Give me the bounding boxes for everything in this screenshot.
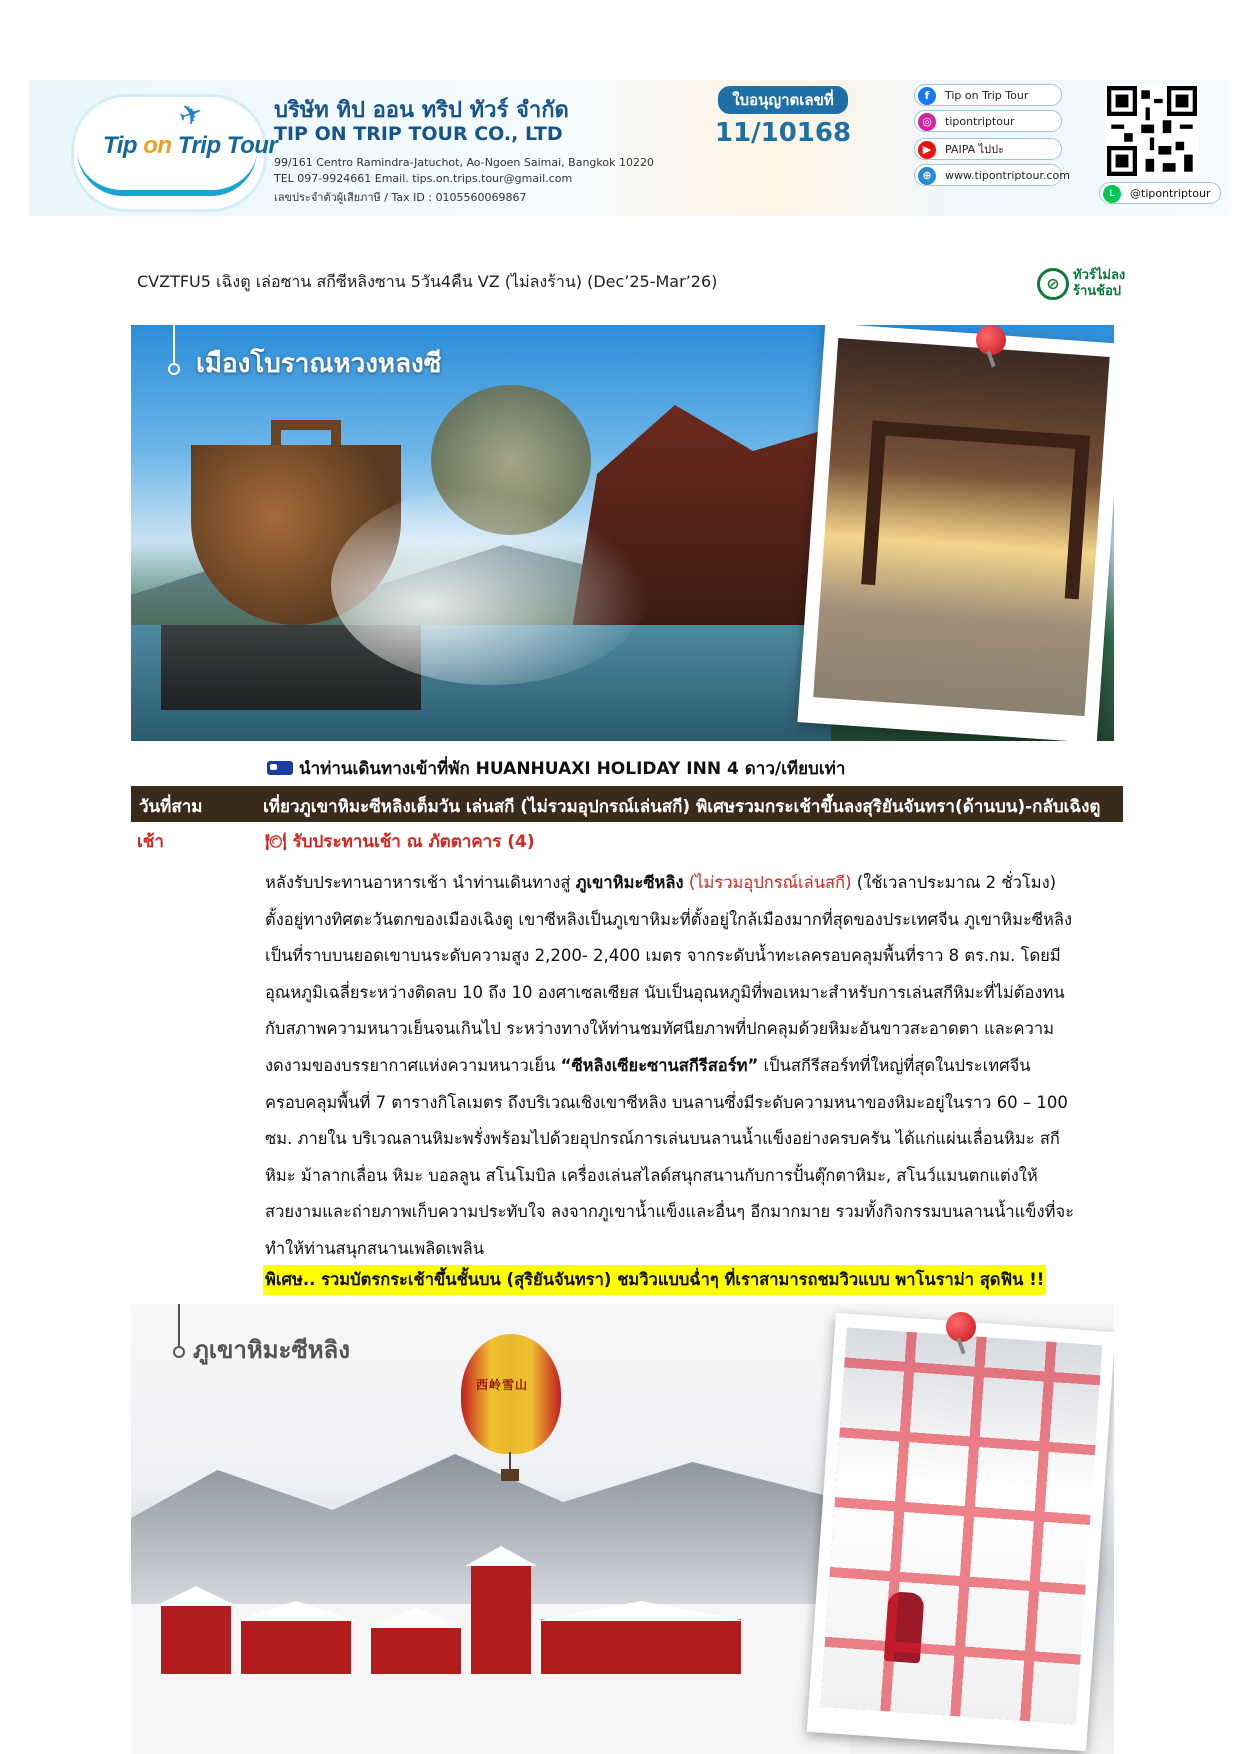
push-pin-icon bbox=[946, 1312, 976, 1342]
photo-house bbox=[371, 1626, 461, 1674]
youtube-icon: ▶ bbox=[918, 141, 936, 159]
day-title: เที่ยวภูเขาหิมะซีหลิงเต็มวัน เล่นสกี (ไม่รวมอุปกรณ์เล่นสกี) พิเศษรวมกระเช้าขึ้นลงสุริยันจันทรา(ด้านบน)-กลับเฉิงตู bbox=[263, 797, 1101, 817]
photo-red-net bbox=[820, 1328, 1102, 1725]
no-shopping-badge bbox=[1037, 266, 1147, 306]
body-line: ครอบคลุมพื้นที่ 7 ตารางกิโลเมตร ถึงบริเวณเชิงเขาซีหลิง บนลานซึ่งมีระดับความหนาของหิมะอยู่ในราว 60 – 100 bbox=[265, 1092, 1068, 1112]
company-banner bbox=[29, 80, 1229, 216]
plane-icon: ✈ bbox=[174, 94, 208, 135]
body-line: ทำให้ท่านสนุกสนานเพลิดเพลิน bbox=[265, 1238, 484, 1258]
hotel-text: นำท่านเดินทางเข้าที่พัก HUANHUAXI HOLIDAY INN 4 ดาว/เทียบเท่า bbox=[299, 759, 846, 779]
facebook-icon: f bbox=[918, 87, 936, 105]
body-line: เป็นที่ราบบนยอดเขาบนระดับความสูง 2,200- 2,400 เมตร จากระดับน้ำทะเลครอบคลุมพื้นที่ราว 8 ตร.กม. โดยมี bbox=[265, 946, 1061, 966]
hot-air-balloon bbox=[461, 1334, 561, 1454]
body-line: ซม. ภายใน บริเวณลานหิมะพรั่งพร้อมไปด้วยอุปกรณ์การเล่นบนลานน้ำแข็งอย่างครบครัน ได้แก่แผ่นเลื่อนหิมะ สกี bbox=[265, 1129, 1060, 1149]
label-dot bbox=[168, 363, 180, 375]
balloon-rope bbox=[509, 1452, 511, 1470]
body-line: กับสภาพความหนาวเย็นจนเกินไป ระหว่างทางให้ท่านชมทัศนียภาพที่ปกคลุมด้วยหิมะอันขาวสะอาดตา และความ bbox=[265, 1019, 1055, 1039]
day-label: วันที่สาม bbox=[139, 797, 203, 817]
line-link[interactable]: L @tipontriptour bbox=[1099, 182, 1221, 204]
balloon-text: 西岭雪山 bbox=[476, 1378, 529, 1392]
huanglongxi-photo bbox=[131, 325, 1114, 741]
photo-label: เมืองโบราณหวงหลงซี bbox=[196, 349, 442, 379]
license-box bbox=[697, 80, 869, 160]
body-line: สวยงามและถ่ายภาพเก็บความประทับใจ ลงจากภูเขาน้ำแข็งและอื่นๆ อีกมากมาย รวมทั้งกิจกรรมบนลานน้ำแข็งที่จะ bbox=[265, 1202, 1074, 1222]
photo-house bbox=[471, 1564, 531, 1674]
body-line: อุณหภูมิเฉลี่ยระหว่างติดลบ 10 ถึง 10 องศาเซลเซียส นับเป็นอุณหภูมิที่พอเหมาะสำหรับการเล่นสกีหิมะที่ไม่ต้องทน bbox=[265, 982, 1065, 1002]
xiling-snow-mountain-photo bbox=[131, 1304, 1114, 1754]
itinerary-body bbox=[265, 865, 1117, 1268]
photo-house bbox=[241, 1619, 351, 1674]
hotel-line bbox=[267, 755, 845, 782]
body-line: หิมะ ม้าลากเลื่อน หิมะ บอลลูน สโนโมบิล เครื่องเล่นสไลด์สนุกสนานกับการปั้นตุ๊กตาหิมะ, สโนว์แมนตกแต่งให้ bbox=[265, 1165, 1038, 1185]
polaroid-frame bbox=[797, 325, 1114, 741]
website-link[interactable]: ⊕ www.tipontriptour.com bbox=[914, 164, 1062, 186]
resort-name: “ซีหลิงเซียะซานสกีรีสอร์ท” bbox=[560, 1055, 759, 1075]
photo-house bbox=[161, 1604, 231, 1674]
polaroid-gate-photo bbox=[813, 338, 1109, 716]
license-label: ใบอนุญาตเลขที่ bbox=[718, 86, 848, 114]
line-icon: L bbox=[1103, 185, 1121, 203]
company-name-thai: บริษัท ทิป ออน ทริป ทัวร์ จำกัด bbox=[274, 98, 569, 123]
label-line bbox=[178, 1304, 180, 1348]
meal-line bbox=[265, 828, 535, 855]
photo-gate bbox=[861, 421, 1090, 600]
no-shopping-text-2: ร้านช้อป bbox=[1073, 284, 1122, 299]
license-number: 11/10168 bbox=[714, 118, 852, 148]
destination-name: ภูเขาหิมะซีหลิง bbox=[575, 873, 684, 892]
logo-text: Tip on Trip Tour bbox=[103, 132, 278, 159]
no-shopping-text-1: ทัวร์ไม่ลง bbox=[1073, 268, 1126, 283]
balloon-basket bbox=[501, 1469, 519, 1481]
company-contact: TEL 097-9924661 Email. tips.on.trips.tour@gmail.com bbox=[274, 172, 573, 185]
day-header-bar bbox=[131, 786, 1123, 822]
body-line: หลังรับประทานอาหารเช้า นำท่านเดินทางสู่ ภูเขาหิมะซีหลิง (ไม่รวมอุปกรณ์เล่นสกี) (ใช้เวลาประมาณ 2 ชั่วโมง) bbox=[265, 873, 1057, 892]
instagram-link[interactable]: ◎ tipontriptour bbox=[914, 110, 1062, 132]
no-shopping-icon: ⊘ bbox=[1037, 268, 1069, 300]
polaroid-frame bbox=[807, 1313, 1114, 1752]
special-highlight: พิเศษ.. รวมบัตรกระเช้าขึ้นชั้นบน (สุริยันจันทรา) ชมวิวแบบฉ่ำๆ ที่เราสามารถชมวิวแบบ พาโนราม่า สุดฟิน !! bbox=[263, 1265, 1046, 1295]
body-line: ตั้งอยู่ทางทิศตะวันตกของเมืองเฉิงตู เขาซีหลิงเป็นภูเขาหิมะที่ตั้งอยู่ใกล้เมืองมากที่สุดของประเทศจีน ภูเขาหิมะซีหลิง bbox=[265, 909, 1073, 929]
youtube-link[interactable]: ▶ PAIPA ไปปะ bbox=[914, 138, 1062, 160]
instagram-icon: ◎ bbox=[918, 113, 936, 131]
body-line: งดงามของบรรยากาศแห่งความหนาวเย็น “ซีหลิงเซียะซานสกีรีสอร์ท” เป็นสกีรีสอร์ทที่ใหญ่ที่สุดในประเทศจีน bbox=[265, 1055, 1031, 1075]
company-name-english: TIP ON TRIP TOUR CO., LTD bbox=[274, 123, 563, 145]
qr-code bbox=[1105, 84, 1199, 178]
photo-house bbox=[541, 1619, 741, 1674]
photo-village bbox=[141, 1524, 761, 1674]
tour-code-title: CVZTFU5 เฉิงตู เล่อซาน สกีซีหลิงซาน 5วัน4คืน VZ (ไม่ลงร้าน) (Dec’25-Mar’26) bbox=[137, 272, 718, 291]
globe-icon: ⊕ bbox=[918, 167, 936, 185]
label-line bbox=[173, 325, 175, 365]
meal-time-label: เช้า bbox=[137, 832, 164, 852]
push-pin-icon bbox=[976, 325, 1006, 355]
label-dot bbox=[173, 1346, 185, 1358]
bed-icon bbox=[267, 761, 293, 775]
photo-label: ภูเขาหิมะซีหลิง bbox=[193, 1336, 350, 1364]
equipment-note: (ไม่รวมอุปกรณ์เล่นสกี) bbox=[688, 873, 852, 892]
company-address: 99/161 Centro Ramindra-Jatuchot, Ao-Ngoen Saimai, Bangkok 10220 bbox=[274, 156, 654, 169]
facebook-link[interactable]: f Tip on Trip Tour bbox=[914, 84, 1062, 106]
company-tax-id: เลขประจำตัวผู้เสียภาษี / Tax ID : 0105560069867 bbox=[274, 191, 527, 204]
utensils-icon: 🍽 bbox=[265, 832, 287, 852]
meal-text: รับประทานเช้า ณ ภัตตาคาร (4) bbox=[292, 832, 535, 852]
photo-fountain-spray bbox=[331, 485, 651, 685]
